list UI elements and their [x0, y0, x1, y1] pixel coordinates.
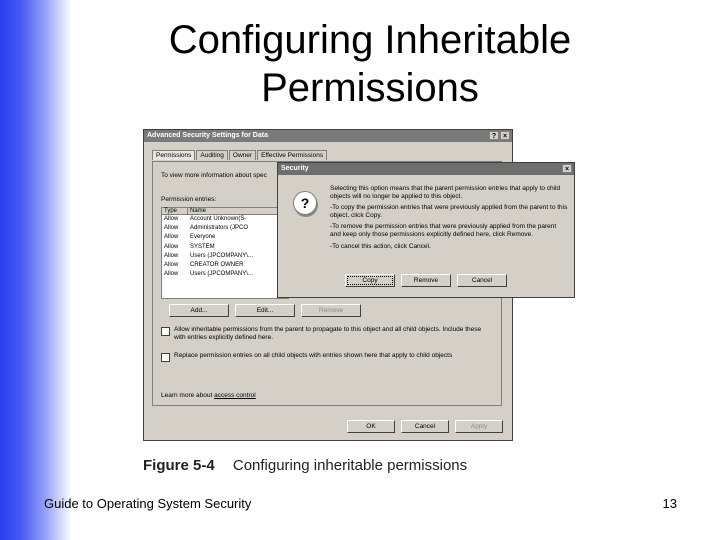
row-type: Allow — [164, 225, 179, 232]
slide-title — [80, 16, 660, 112]
list-header — [162, 208, 288, 215]
tab-owner[interactable]: Owner — [229, 150, 256, 160]
page-number: 13 — [662, 496, 677, 511]
row-name: Account Unknown(S- — [190, 216, 247, 222]
table-row[interactable] — [162, 261, 288, 270]
security-title: Security — [281, 165, 309, 172]
table-row[interactable] — [162, 224, 288, 233]
row-name: SYSTEM — [190, 243, 215, 250]
security-remove-button[interactable]: Remove — [401, 274, 451, 287]
inherit-checkbox[interactable] — [161, 327, 170, 336]
copy-button[interactable]: Copy — [345, 274, 395, 287]
row-name: Users (JPCOMPANY\... — [190, 271, 253, 278]
info-text: To view more information about spec — [161, 172, 267, 179]
apply-button[interactable]: Apply — [455, 420, 503, 433]
row-type: Allow — [164, 243, 179, 250]
row-type: Allow — [164, 234, 179, 241]
inherit-permissions-option[interactable] — [161, 326, 491, 342]
row-name: Administrators (JPCO — [190, 225, 249, 232]
replace-entries-option[interactable] — [161, 352, 491, 362]
slide-title-line2: Permissions — [261, 66, 479, 110]
close-icon[interactable]: × — [562, 164, 572, 173]
close-icon[interactable]: × — [500, 131, 510, 140]
window-titlebar — [144, 130, 512, 142]
tab-permissions[interactable]: Permissions — [152, 150, 195, 160]
table-row[interactable] — [162, 270, 288, 279]
learn-more-prefix: Learn more about — [161, 392, 213, 399]
row-type: Allow — [164, 271, 179, 278]
remove-button[interactable]: Remove — [301, 304, 361, 317]
table-row[interactable] — [162, 243, 288, 252]
security-message-line: -To copy the permission entries that were previously applied from the parent to this object, click Copy. — [330, 204, 568, 219]
ok-button[interactable]: OK — [347, 420, 395, 433]
security-message-line: -To remove the permission entries that were previously applied from the parent and keep only those permissions explicitly defined here, click Remove. — [330, 223, 557, 238]
tab-effective-permissions[interactable]: Effective Permissions — [257, 150, 327, 160]
column-name-header[interactable]: Name — [188, 208, 288, 214]
figure-label: Figure 5-4 — [143, 457, 215, 474]
column-type-header[interactable]: Type — [162, 208, 188, 214]
add-button[interactable]: Add... — [169, 304, 229, 317]
slide-title-line1: Configuring Inheritable — [168, 18, 572, 62]
row-name: CREATOR OWNER — [190, 262, 244, 269]
security-message-line: -To cancel this action, click Cancel. — [330, 242, 431, 250]
row-type: Allow — [164, 262, 179, 269]
left-gradient-bar — [0, 0, 72, 540]
learn-more-text — [161, 392, 256, 399]
permission-entries-list[interactable] — [161, 207, 289, 299]
figure-caption — [143, 457, 467, 474]
security-dialog — [277, 162, 575, 298]
security-cancel-button[interactable]: Cancel — [457, 274, 507, 287]
window-title: Advanced Security Settings for Data — [147, 132, 268, 139]
question-icon: ? — [293, 191, 317, 215]
row-name: Users (JPCOMPANY\... — [190, 252, 253, 259]
row-type: Allow — [164, 216, 179, 222]
row-name: Everyone — [190, 234, 216, 241]
row-type: Allow — [164, 252, 179, 259]
table-row[interactable] — [162, 252, 288, 261]
cancel-button[interactable]: Cancel — [401, 420, 449, 433]
replace-checkbox-label: Replace permission entries on all child objects with entries shown here that apply to child objects — [174, 352, 453, 359]
table-row[interactable] — [162, 215, 288, 224]
edit-button[interactable]: Edit... — [235, 304, 295, 317]
access-control-link[interactable]: access control — [214, 392, 256, 399]
footer-course-title: Guide to Operating System Security — [44, 496, 252, 511]
security-message-line: Selecting this option means that the parent permission entries that apply to child objects will no longer be applied to this object. — [330, 185, 561, 200]
tab-strip — [152, 150, 328, 160]
figure-caption-text: Configuring inheritable permissions — [232, 457, 468, 474]
permission-entries-label: Permission entries: — [161, 196, 217, 203]
table-row[interactable] — [162, 233, 288, 242]
help-icon[interactable]: ? — [489, 131, 499, 140]
security-titlebar — [278, 163, 574, 175]
inherit-checkbox-label: Allow inheritable permissions from the parent to propagate to this object and all child objects. Include these with entries explicitly defined here. — [174, 326, 482, 341]
security-message — [330, 185, 568, 254]
tab-auditing[interactable]: Auditing — [196, 150, 228, 160]
replace-checkbox[interactable] — [161, 353, 170, 362]
